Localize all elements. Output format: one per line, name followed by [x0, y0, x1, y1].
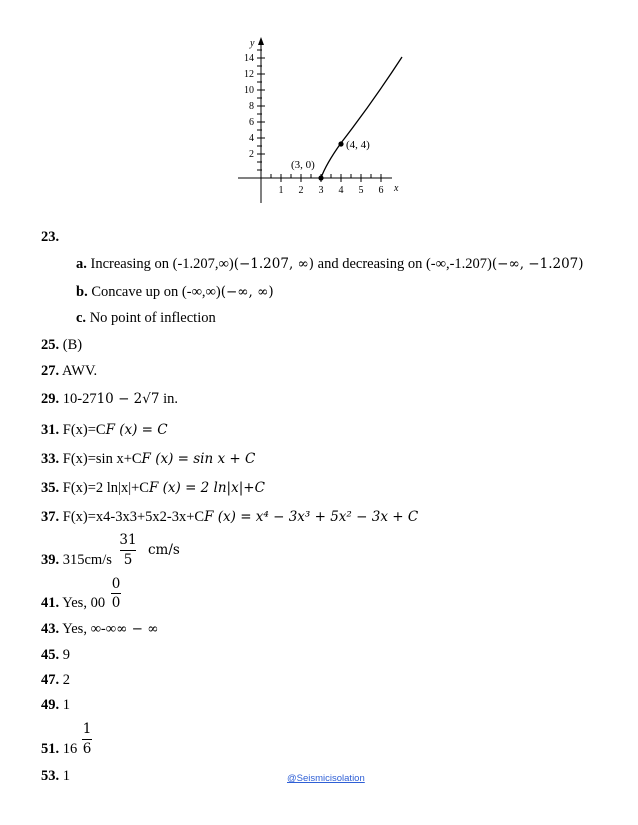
- answer-number: 49.: [41, 697, 60, 713]
- math-rendered: (−1.207, ∞): [233, 256, 315, 272]
- answer-number: 31.: [41, 422, 60, 438]
- part-letter: c.: [76, 310, 87, 326]
- answer-text: 315cm/s: [62, 552, 112, 568]
- y-tick-4: 4: [249, 133, 254, 144]
- x-ticks: [271, 174, 384, 196]
- answer-29: [41, 390, 178, 408]
- function-curve: [321, 57, 402, 178]
- answer-text: F(x)=2 ln|x|+C: [62, 480, 149, 496]
- answer-51: [41, 740, 77, 758]
- answer-text: 2: [62, 672, 70, 688]
- answer-31: [41, 421, 168, 439]
- answer-number: 51.: [41, 741, 60, 757]
- answer-number: 33.: [41, 451, 60, 467]
- fraction-denominator: 6: [82, 741, 92, 757]
- answer-text: 1: [62, 697, 70, 713]
- answer-35: [41, 479, 265, 497]
- answer-text: 1: [62, 768, 70, 784]
- fraction-39-den: [118, 551, 138, 569]
- fraction-41-den: [109, 594, 123, 612]
- fraction-51-den: [80, 740, 94, 758]
- unit-text: cm/s: [148, 542, 180, 558]
- x-tick-6: 6: [378, 185, 384, 196]
- answer-45: [41, 646, 70, 664]
- answer-number: 37.: [41, 509, 60, 525]
- math-rendered: ∞ − ∞: [116, 621, 159, 637]
- answer-23c: [76, 309, 216, 327]
- answer-number: 41.: [41, 595, 60, 611]
- answer-23: [41, 228, 59, 246]
- x-tick-4: 4: [338, 185, 344, 196]
- y-tick-10: 10: [244, 85, 254, 96]
- part-letter: a.: [76, 256, 87, 272]
- point-4-4: [338, 141, 343, 146]
- unit-39: [148, 541, 180, 559]
- fraction-39: [118, 531, 138, 549]
- y-tick-2: 2: [249, 149, 254, 160]
- point-3-0: [318, 175, 323, 180]
- answer-25: [41, 336, 82, 354]
- y-axis-label: y: [250, 38, 255, 49]
- answer-39: [41, 551, 112, 569]
- answer-27: [41, 362, 97, 380]
- answer-suffix: in.: [159, 391, 178, 407]
- y-tick-12: 12: [244, 69, 254, 80]
- answer-43: [41, 620, 158, 638]
- answer-text: No point of inflection: [89, 310, 216, 326]
- answer-text: (B): [62, 337, 83, 353]
- answer-text: Increasing on (-1.207,∞): [90, 256, 234, 272]
- answer-number: 47.: [41, 672, 60, 688]
- answer-text: Concave up on (-∞,∞): [91, 284, 221, 300]
- x-tick-1: 1: [278, 185, 284, 196]
- answer-text: 10-27: [62, 391, 97, 407]
- point-3-0-label: (3, 0): [291, 159, 315, 171]
- answer-number: 25.: [41, 337, 60, 353]
- fraction-denominator: 0: [111, 595, 121, 611]
- answer-text: Yes, 00: [62, 595, 106, 611]
- y-tick-14: 14: [244, 53, 254, 64]
- fraction-denominator: 5: [123, 552, 133, 568]
- math-rendered: 10 − 2√7: [96, 391, 160, 407]
- fraction-numerator: 1: [82, 721, 92, 737]
- math-rendered: F (x) = C: [105, 422, 168, 438]
- x-tick-5: 5: [358, 185, 364, 196]
- answer-number: 23.: [41, 229, 60, 245]
- answer-number: 29.: [41, 391, 60, 407]
- answer-number: 39.: [41, 552, 60, 568]
- answer-number: 45.: [41, 647, 60, 663]
- answer-text: F(x)=x4-3x3+5x2-3x+C: [62, 509, 205, 525]
- watermark-link[interactable]: @Seismicisolation: [287, 773, 365, 784]
- x-axis-label: x: [394, 183, 399, 194]
- answer-23a: [76, 255, 584, 273]
- answer-number: 27.: [41, 363, 60, 379]
- point-4-4-label: (4, 4): [346, 139, 370, 151]
- answer-33: [41, 450, 255, 468]
- x-tick-3: 3: [318, 185, 324, 196]
- y-axis-arrow: [258, 37, 264, 45]
- answer-text: AWV.: [61, 363, 98, 379]
- y-tick-8: 8: [249, 101, 254, 112]
- math-rendered: (−∞, ∞): [220, 284, 274, 300]
- math-rendered: F (x) = x⁴ − 3x³ + 5x² − 3x + C: [204, 509, 419, 525]
- fraction-numerator: 0: [111, 576, 121, 592]
- answer-text: 9: [62, 647, 70, 663]
- math-rendered-2: (−∞, −1.207): [491, 256, 584, 272]
- answer-47: [41, 671, 70, 689]
- part-letter: b.: [76, 284, 88, 300]
- answer-23b: [76, 283, 274, 301]
- answer-37: [41, 508, 418, 526]
- y-tick-6: 6: [249, 117, 254, 128]
- math-rendered: F (x) = 2 ln|x|+C: [148, 480, 265, 496]
- answer-number: 53.: [41, 768, 60, 784]
- answer-text: 16: [62, 741, 78, 757]
- fraction-41: [109, 575, 123, 593]
- answer-number: 43.: [41, 621, 60, 637]
- answer-text: F(x)=sin x+C: [62, 451, 142, 467]
- answer-49: [41, 696, 70, 714]
- answer-53: [41, 767, 70, 785]
- answer-text-2: and decreasing on (-∞,-1.207): [314, 256, 492, 272]
- y-ticks: [244, 50, 265, 170]
- x-tick-2: 2: [298, 185, 304, 196]
- fraction-numerator: 31: [119, 532, 137, 548]
- graph: [0, 0, 638, 215]
- fraction-51: [80, 720, 94, 738]
- answer-number: 35.: [41, 480, 60, 496]
- answer-text: Yes, ∞-∞: [62, 621, 117, 637]
- answer-41: [41, 594, 105, 612]
- math-rendered: F (x) = sin x + C: [141, 451, 256, 467]
- answer-text: F(x)=C: [62, 422, 106, 438]
